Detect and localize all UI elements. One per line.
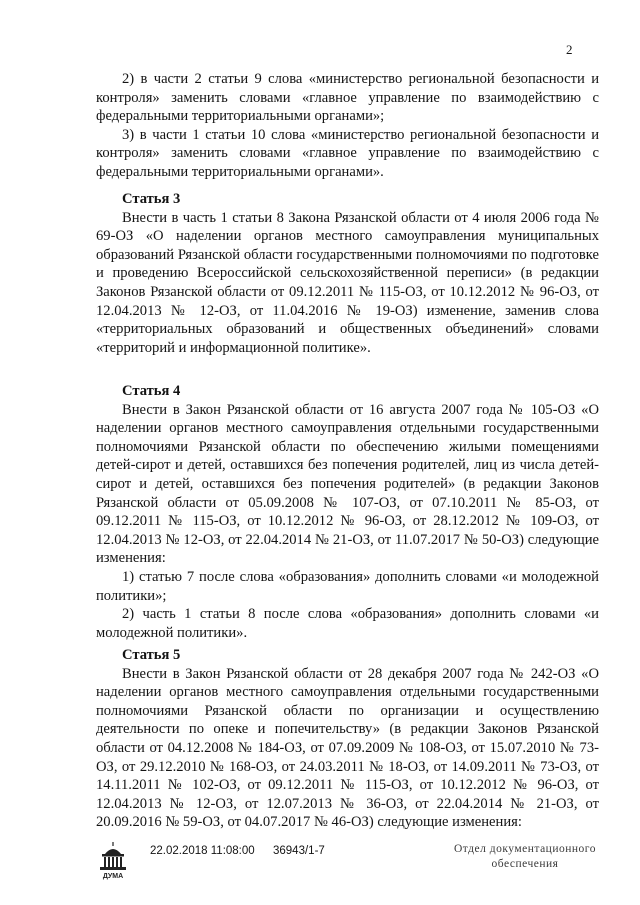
paragraph: 1) статью 7 после слова «образования» дополнить словами «и молодежной политики»; — [96, 568, 599, 604]
article-4 — [96, 382, 599, 642]
paragraph: Внести в Закон Рязанской области от 16 августа 2007 года № 105-ОЗ «О наделении органов местного самоуправления отдельными государственными полномочиями Рязанской области по обеспечению жилыми помещениями детей-сирот и детей, оставшихся без попечения родителей, лиц из числа детей-сирот и детей, оставшихся без попечения родителей» (в редакции Законов Рязанской области от 05.09.2008 № 107-ОЗ, от 07.10.2011 № 85-ОЗ, от 09.12.2011 № 115-ОЗ, от 10.12.2012 № 96-ОЗ, от 28.12.2012 № 109-ОЗ, от 12.04.2013 № 12-ОЗ, от 22.04.2014 № 21-ОЗ, от 11.07.2017 № 50-ОЗ) следующие изменения: — [96, 401, 599, 567]
stamp-line-2: обеспечения — [491, 858, 559, 870]
footer-datetime: 22.02.2018 11:08:00 — [150, 845, 255, 857]
stamp-line-1: Отдел документационного — [454, 843, 596, 855]
paragraph: 3) в части 1 статьи 10 слова «министерство региональной безопасности и контроля» заменить словами «главное управление по взаимодействию с федеральными территориальными органами». — [96, 126, 599, 180]
footer-registration-number: 36943/1-7 — [273, 845, 325, 857]
paragraph: Внести в часть 1 статьи 8 Закона Рязанской области от 4 июля 2006 года № 69-ОЗ «О наделении органов местного самоуправления муниципальных образований Рязанской области государственными полномочиями по подготовке и проведению Всероссийской сельскохозяйственной переписи» (в редакции Законов Рязанской области от 09.12.2011 № 115-ОЗ, от 10.12.2012 № 96-ОЗ, от 12.04.2013 № 12-ОЗ, от 11.04.2016 № 19-ОЗ) изменение, заменив слова «территориальных образований и общественных объединений» словами «территорий и информационной политике». — [96, 209, 599, 356]
department-stamp — [440, 842, 610, 872]
continued-amendments — [96, 70, 599, 182]
page-footer — [0, 836, 640, 886]
paragraph: 2) в части 2 статьи 9 слова «министерство региональной безопасности и контроля» заменить словами «главное управление по взаимодействию с федеральными территориальными органами»; — [96, 71, 599, 125]
article-heading: Статья 4 — [122, 383, 181, 399]
article-heading: Статья 5 — [122, 647, 181, 663]
duma-building-logo — [96, 840, 130, 880]
article-5 — [96, 646, 599, 832]
logo-caption: ДУМА — [102, 873, 124, 880]
page-number: 2 — [566, 42, 573, 57]
paragraph: 2) часть 1 статьи 8 после слова «образования» дополнить словами «и молодежной политики». — [96, 606, 599, 641]
article-heading: Статья 3 — [122, 191, 181, 207]
article-3 — [96, 190, 599, 357]
paragraph: Внести в Закон Рязанской области от 28 декабря 2007 года № 242-ОЗ «О наделении органов местного самоуправления отдельными государственными полномочиями Рязанской области по организации и осуществлению деятельности по опеке и попечительству» (в редакции Законов Рязанской области от 04.12.2008 № 184-ОЗ, от 07.09.2009 № 108-ОЗ, от 15.07.2010 № 73-ОЗ, от 29.12.2010 № 168-ОЗ, от 24.03.2011 № 18-ОЗ, от 14.09.2011 № 73-ОЗ, от 14.11.2011 № 102-ОЗ, от 09.12.2011 № 115-ОЗ, от 10.12.2012 № 96-ОЗ, от 12.04.2013 № 12-ОЗ, от 12.07.2013 № 36-ОЗ, от 22.04.2014 № 21-ОЗ, от 20.09.2016 № 59-ОЗ, от 04.07.2017 № 46-ОЗ) следующие изменения: — [96, 665, 599, 831]
